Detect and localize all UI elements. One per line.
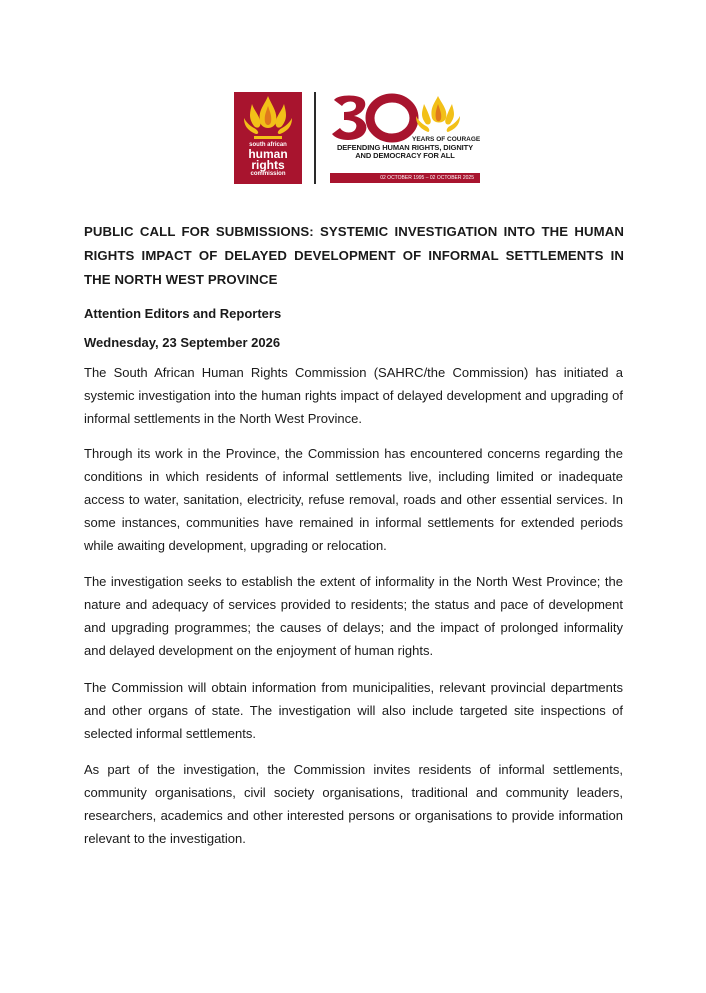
logo-small-text: south african (249, 142, 287, 148)
logo-divider (314, 92, 316, 184)
anniversary-tagline: DEFENDING HUMAN RIGHTS, DIGNITY AND DEMOCRACY FOR ALL (336, 143, 474, 160)
anniversary-dates: 02 OCTOBER 1995 – 02 OCTOBER 2025 (330, 173, 480, 183)
flame-icon (234, 92, 302, 144)
paragraph-2: Through its work in the Province, the Commission has encountered concerns regarding the conditions in which residents of informal settlements live, including limited or inadequate access to water, sanitation, electricity, refuse removal, roads and other essential services. In some instances, communities have remained in informal settlements for extended periods while awaiting development, upgrading or relocation. (84, 446, 623, 553)
header-logos (234, 92, 484, 186)
logo-line-rights: rights (251, 158, 285, 172)
release-date: Wednesday, 23 September 2026 (84, 335, 281, 350)
paragraph-1: The South African Human Rights Commission (SAHRC/the Commission) has initiated a systemic investigation into the human rights impact of delayed development and upgrading of informal settlements in the North West Province. (84, 365, 623, 426)
attention-line: Attention Editors and Reporters (84, 306, 282, 321)
paragraph-4: The Commission will obtain information from municipalities, relevant provincial departments and other organs of state. The investigation will also include targeted site inspections of selected informal settlements. (84, 680, 623, 741)
paragraph-5: As part of the investigation, the Commission invites residents of informal settlements, community organisations, civil society organisations, traditional and community leaders, researchers, academics and other interested persons or organisations to provide information relevant to the investigation. (84, 762, 623, 846)
thirty-years-logo (330, 92, 484, 186)
paragraph-3: The investigation seeks to establish the extent of informality in the North West Province; the nature and adequacy of services provided to residents; the status and pace of development and upgrading programmes; the causes of delays; and the impact of prolonged informality and delayed development on the enjoyment of human rights. (84, 574, 623, 658)
document-title: PUBLIC CALL FOR SUBMISSIONS: SYSTEMIC INVESTIGATION INTO THE HUMAN RIGHTS IMPACT OF DELAYED DEVELOPMENT OF INFORMAL SETTLEMENTS IN THE NORTH WEST PROVINCE (84, 224, 624, 287)
logo-line-human: human (248, 147, 288, 161)
logo-line-commission: commission (250, 171, 286, 177)
sahrc-logo (234, 92, 302, 184)
years-of-courage: YEARS OF COURAGE (412, 136, 481, 143)
